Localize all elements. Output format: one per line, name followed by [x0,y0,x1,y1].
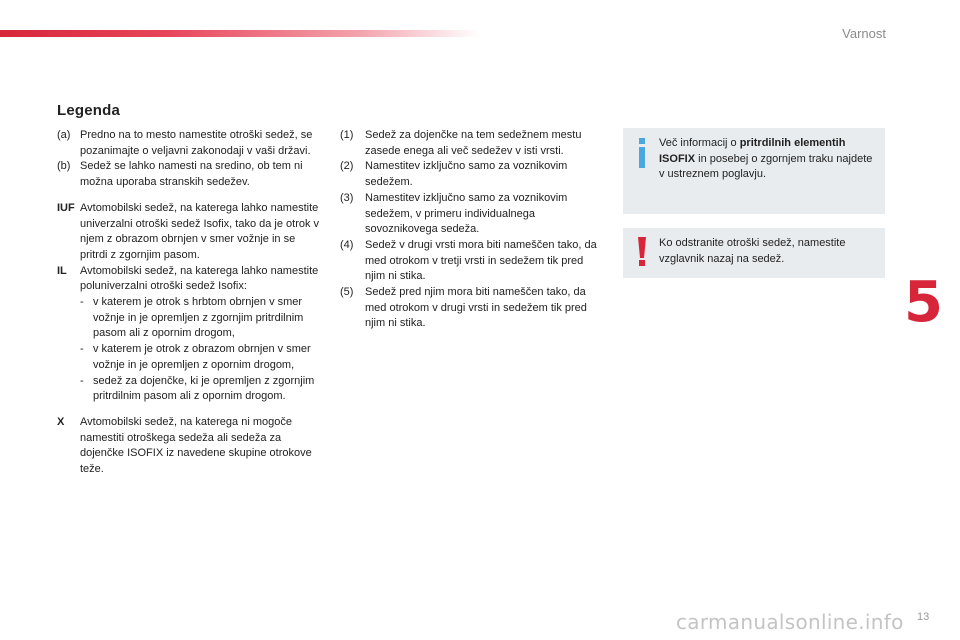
section-title: Varnost [842,26,886,41]
legend-key: (a) [57,129,71,141]
chapter-number: 5 [904,270,943,335]
legend-column-middle [340,128,602,332]
legend-il-bullet: - sedež za dojenčke, ki je opremljen z zgornjim pritrdilnim pasom ali z opornim drogom. [80,374,315,403]
legend-item-2 [340,159,602,190]
legend-text: Sedež se lahko namesti na sredino, ob tem ni možna uporaba stranskih sedežev. [80,160,303,189]
info-note [623,128,885,214]
watermark: carmanualsonline.info [676,610,904,634]
info-icon [635,138,649,168]
legend-key: IUF [57,201,75,214]
info-note-text: Več informacij o pritrdilnih elementih ISOFIX in posebej o zgornjem traku najdete v ustreznem poglavju. [659,137,873,181]
legend-text: Predno na to mesto namestite otroški sedež, se pozanimajte o veljavni zakonodaji v vaši državi. [80,129,313,157]
page-number: 13 [917,611,930,623]
legend-text: Avtomobilski sedež, na katerega lahko namestite univerzalni otroški sedež Isofix, tako da je otrok v njem z obrazom obrnjen v smer vožnje in se pritrdi z zgornjim pasom. [80,201,320,261]
warning-icon [635,237,649,267]
legend-item-5 [340,285,602,332]
bullet-text: sedež za dojenčke, ki je opremljen z zgornjim pritrdilnim pasom ali z opornim drogom. [93,374,315,403]
header-accent-bar [0,30,480,37]
legend-il-bullet: - v katerem je otrok z obrazom obrnjen v smer vožnje in je opremljen z opornim drogom, [80,343,311,371]
warning-note-text: Ko odstranite otroški sedež, namestite vzglavnik nazaj na sedež. [659,237,846,265]
legend-item-1 [340,128,602,159]
legend-text: Namestitev izključno samo za voznikovim sedežem. [365,160,568,189]
legend-text: Avtomobilski sedež, na katerega ni mogoče namestiti otroškega sedeža ali sedeža za dojenčke ISOFIX iz navedene skupine otrokove teže. [80,415,312,476]
legend-item-a [57,128,322,159]
legend-item-3 [340,191,602,238]
legend-item-iuf [57,201,322,264]
legend-key: (4) [340,238,354,251]
legend-text: Sedež za dojenčke na tem sedežnem mestu zasede enega ali več sedežev v isti vrsti. [365,129,582,157]
legend-item-4 [340,238,602,285]
bullet-text: v katerem je otrok s hrbtom obrnjen v smer vožnje in je opremljen z zgornjim pritrdilnim pasom ali z opornim drogom, [93,296,304,340]
bullet-text: v katerem je otrok z obrazom obrnjen v smer vožnje in je opremljen z opornim drogom, [93,343,311,371]
legend-key: (1) [340,129,354,141]
legend-key: (2) [340,160,354,173]
legend-text: Sedež pred njim mora biti nameščen tako, da med otrokom v drugi vrsti in sedežem tik pred njim ni stika. [365,286,587,330]
legend-text: Avtomobilski sedež, na katerega lahko namestite poluniverzalni otroški sedež Isofix: [80,264,319,293]
legend-heading: Legenda [57,102,121,119]
legend-item-b [57,159,322,190]
legend-key: (3) [340,191,354,204]
legend-item-il [57,264,322,295]
warning-note [623,228,885,278]
legend-il-bullet: - v katerem je otrok s hrbtom obrnjen v smer vožnje in je opremljen z zgornjim pritrdilnim pasom ali z opornim drogom, [80,296,304,340]
legend-key: X [57,415,65,428]
legend-key: IL [57,264,67,277]
legend-column-left [57,128,322,478]
legend-key: (5) [340,286,354,299]
legend-key: (b) [57,160,71,173]
legend-text: Namestitev izključno samo za voznikovim sedežem, v primeru individualnega sovoznikovega sedeža. [365,191,568,236]
legend-text: Sedež v drugi vrsti mora biti nameščen tako, da med otrokom v tretji vrsti in sedežem tik pred njim ni stika. [365,238,597,283]
legend-item-x [57,415,322,478]
